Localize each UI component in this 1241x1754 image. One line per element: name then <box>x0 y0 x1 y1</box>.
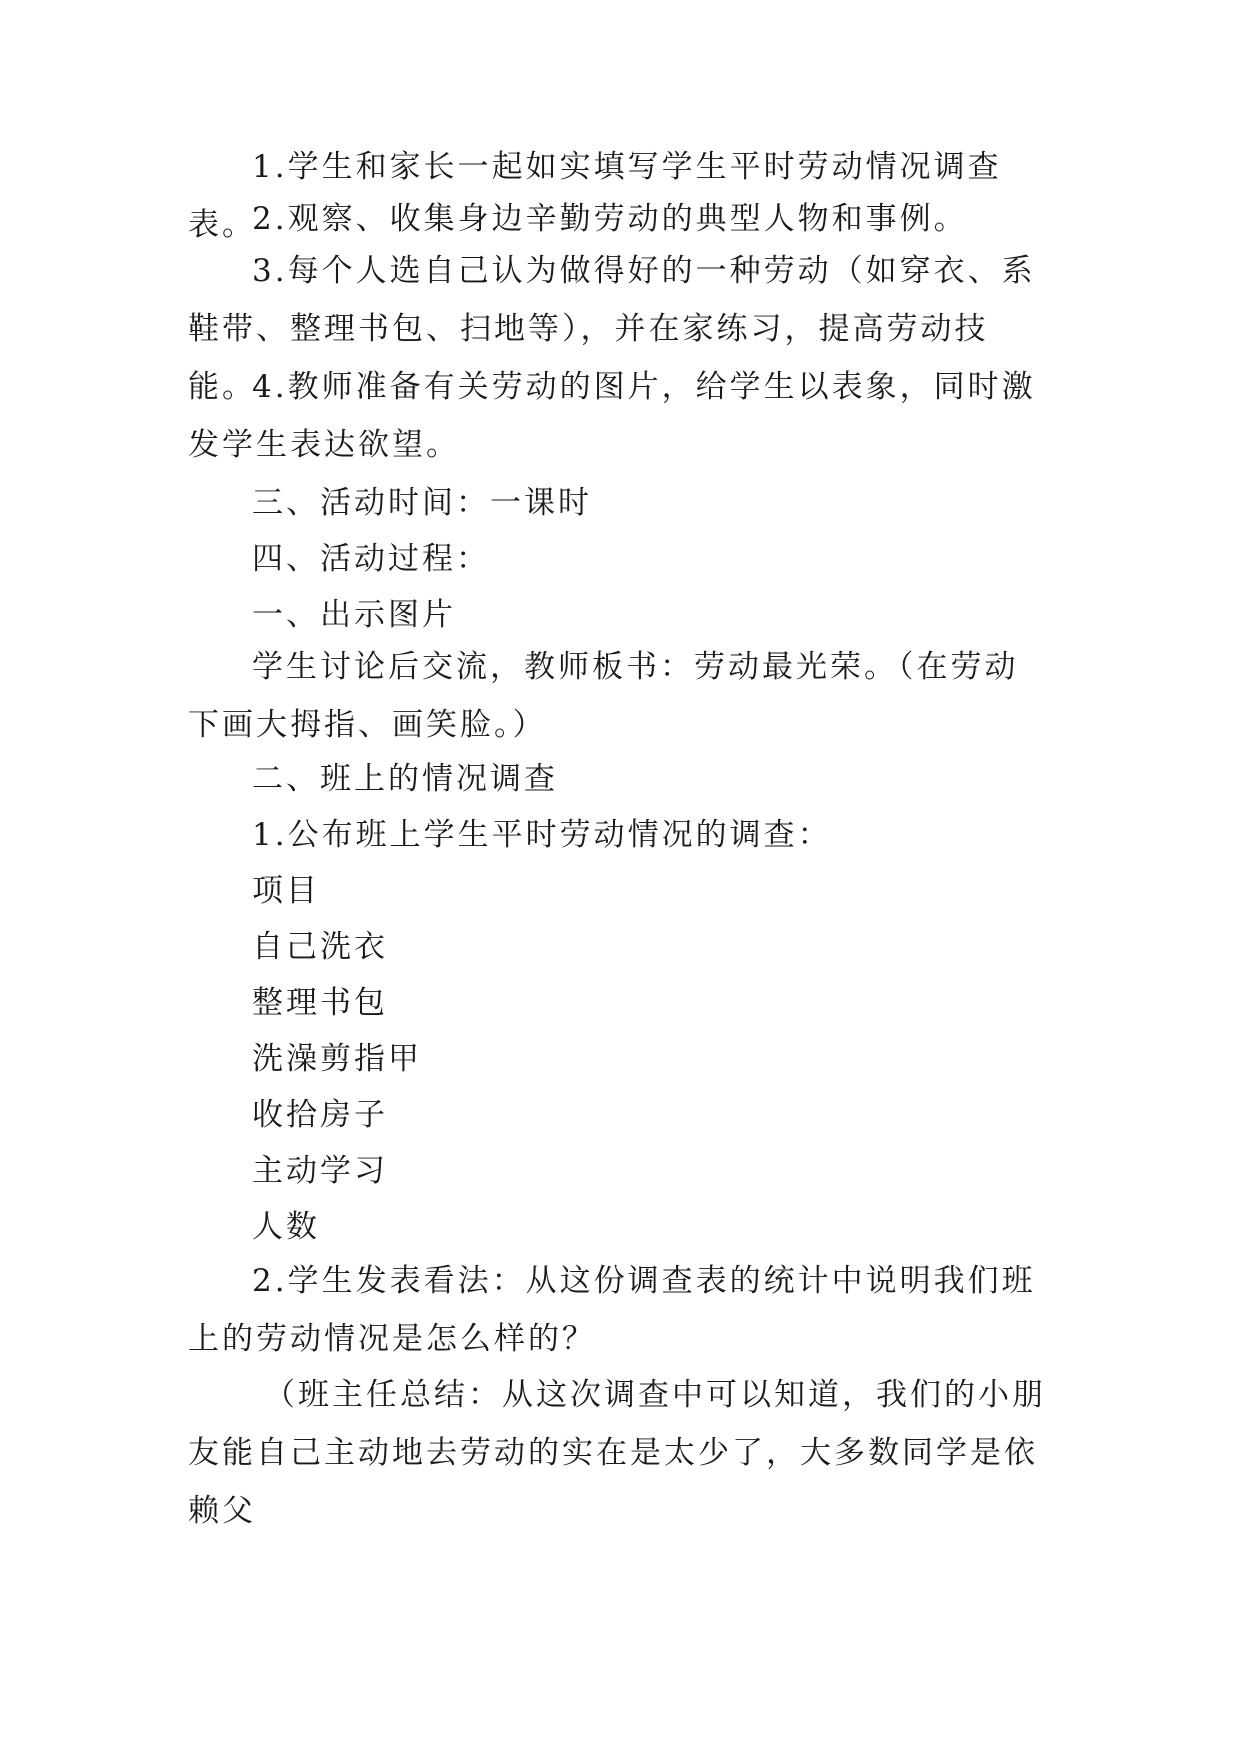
survey-item-tidy-room: 收拾房子 <box>252 1097 388 1133</box>
paragraph-survey-form: 1.学生和家长一起如实填写学生平时劳动情况调查表。 <box>188 149 1002 243</box>
survey-item-bath-nails: 洗澡剪指甲 <box>252 1041 422 1077</box>
survey-count-header: 人数 <box>252 1209 320 1245</box>
paragraph-practice-skill: 3.每个人选自己认为做得好的一种劳动（如穿衣、系鞋带、整理书包、扫地等），并在家练习，提高劳动技能。 <box>188 253 1036 405</box>
survey-item-header: 项目 <box>252 873 320 909</box>
heading-activity-time: 三、活动时间：一课时 <box>252 485 592 521</box>
heading-activity-process: 四、活动过程： <box>252 541 490 577</box>
survey-item-wash-clothes: 自己洗衣 <box>252 929 388 965</box>
paragraph-teacher-prep: 4.教师准备有关劳动的图片，给学生以表象，同时激发学生表达欲望。 <box>188 369 1036 463</box>
paragraph-student-views: 2.学生发表看法：从这份调查表的统计中说明我们班上的劳动情况是怎么样的？ <box>188 1263 1036 1357</box>
paragraph-observe-collect: 2.观察、收集身边辛勤劳动的典型人物和事例。 <box>252 201 968 237</box>
paragraph-publish-survey: 1.公布班上学生平时劳动情况的调查： <box>252 817 832 853</box>
survey-item-self-study: 主动学习 <box>252 1153 388 1189</box>
paragraph-teacher-summary: （班主任总结：从这次调查中可以知道，我们的小朋友能自己主动地去劳动的实在是太少了，大多数同学是依赖父 <box>188 1377 1046 1529</box>
survey-item-school-bag: 整理书包 <box>252 985 388 1021</box>
paragraph-discussion: 学生讨论后交流，教师板书：劳动最光荣。（在劳动下画大拇指、画笑脸。） <box>188 649 1019 743</box>
heading-class-survey: 二、班上的情况调查 <box>252 761 558 797</box>
heading-show-pictures: 一、出示图片 <box>252 597 456 633</box>
